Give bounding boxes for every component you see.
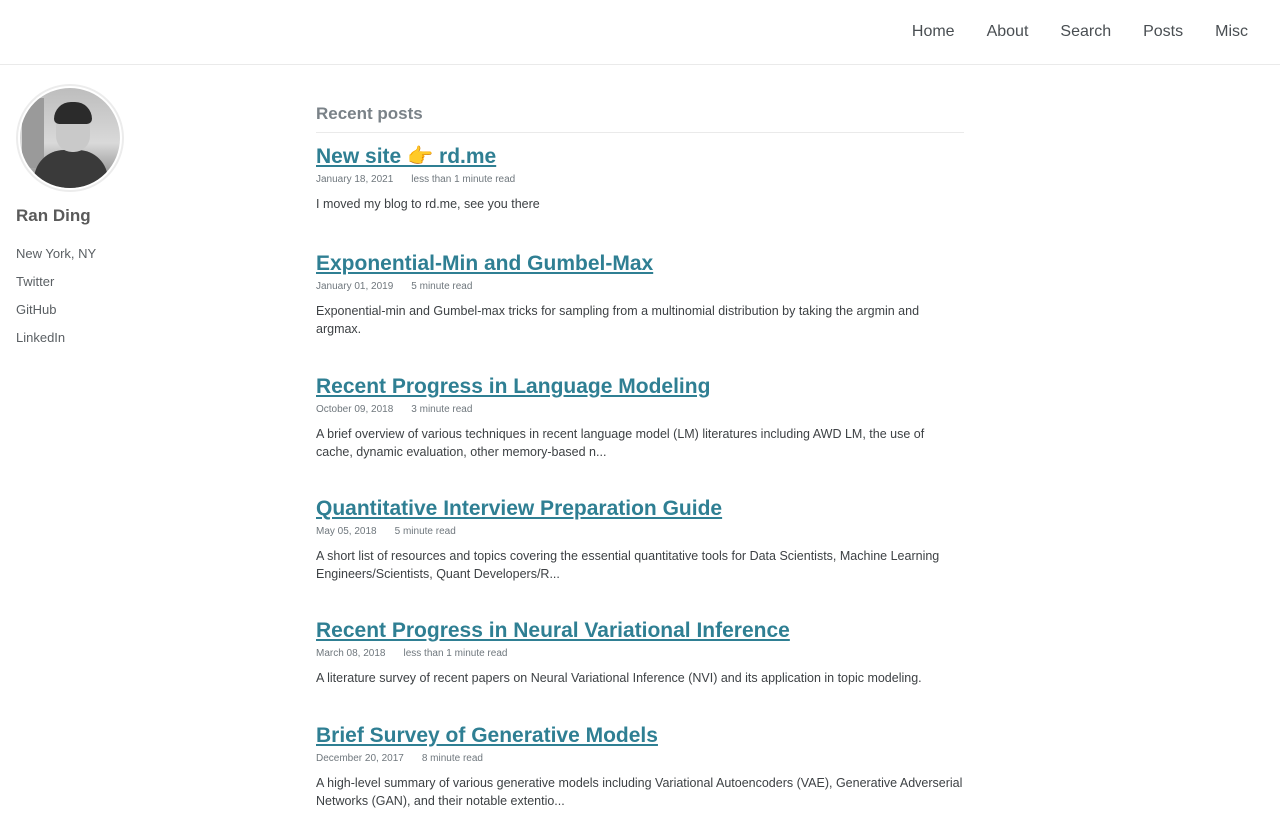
post-excerpt: A high-level summary of various generative models including Variational Autoencoders (VAE), Generative Adverserial Networks (GAN), and their notable extentio... <box>316 776 963 808</box>
author-twitter-link[interactable]: Twitter <box>16 274 55 289</box>
post-read-time: less than 1 minute read <box>411 174 516 185</box>
nav-posts-link[interactable]: Posts <box>1143 23 1184 40</box>
post-read-time: 5 minute read <box>394 526 456 537</box>
post-title-link[interactable]: Recent Progress in Neural Variational Inference <box>316 619 790 642</box>
post-title-link[interactable]: Exponential-Min and Gumbel-Max <box>316 252 654 275</box>
author-linkedin-link[interactable]: LinkedIn <box>16 330 66 345</box>
nav-search-link[interactable]: Search <box>1060 23 1112 40</box>
post-meta <box>316 404 964 416</box>
post-item <box>316 374 964 474</box>
post-meta <box>316 174 964 186</box>
post-item <box>316 496 964 596</box>
post-excerpt: A brief overview of various techniques in recent language model (LM) literatures including AWD LM, the use of cache, dynamic evaluation, other memory-based n... <box>316 427 925 459</box>
author-name: Ran Ding <box>16 206 91 225</box>
post-item <box>316 618 964 700</box>
author-links <box>16 246 236 346</box>
post-meta <box>316 648 964 660</box>
post-date: October 09, 2018 <box>316 404 394 415</box>
nav-home-link[interactable]: Home <box>911 23 955 40</box>
nav-about-link[interactable]: About <box>986 23 1029 40</box>
post-date: January 01, 2019 <box>316 281 394 292</box>
author-sidebar <box>16 84 236 358</box>
post-read-time: 5 minute read <box>411 281 473 292</box>
top-nav <box>880 0 1248 64</box>
post-meta <box>316 753 964 765</box>
post-item <box>316 144 964 226</box>
post-title-link[interactable]: New site 👉 rd.me <box>316 145 497 168</box>
post-meta <box>316 526 964 538</box>
avatar <box>16 84 124 192</box>
main-content <box>316 104 964 808</box>
post-item <box>316 723 964 823</box>
author-photo <box>20 88 120 188</box>
masthead <box>0 0 1280 65</box>
post-title-link[interactable]: Quantitative Interview Preparation Guide <box>316 497 723 520</box>
post-date: May 05, 2018 <box>316 526 377 537</box>
author-github-link[interactable]: GitHub <box>16 302 57 317</box>
post-excerpt: I moved my blog to rd.me, see you there <box>316 197 540 211</box>
post-excerpt: A short list of resources and topics covering the essential quantitative tools for Data Scientists, Machine Learning Engineers/Scientists, Quant Developers/R... <box>316 549 940 581</box>
post-meta <box>316 281 964 293</box>
post-title-link[interactable]: Brief Survey of Generative Models <box>316 724 658 747</box>
post-read-time: 8 minute read <box>421 753 483 764</box>
post-read-time: less than 1 minute read <box>403 648 508 659</box>
post-item <box>316 251 964 351</box>
author-location: New York, NY <box>16 246 97 261</box>
section-title: Recent posts <box>316 104 964 133</box>
post-read-time: 3 minute read <box>411 404 473 415</box>
post-title-link[interactable]: Recent Progress in Language Modeling <box>316 375 711 398</box>
post-date: March 08, 2018 <box>316 648 386 659</box>
post-date: January 18, 2021 <box>316 174 394 185</box>
post-date: December 20, 2017 <box>316 753 404 764</box>
post-excerpt: Exponential-min and Gumbel-max tricks for sampling from a multinomial distribution by taking the argmin and argmax. <box>316 304 920 336</box>
post-excerpt: A literature survey of recent papers on Neural Variational Inference (NVI) and its application in topic modeling. <box>316 671 922 685</box>
nav-misc-link[interactable]: Misc <box>1215 23 1248 40</box>
